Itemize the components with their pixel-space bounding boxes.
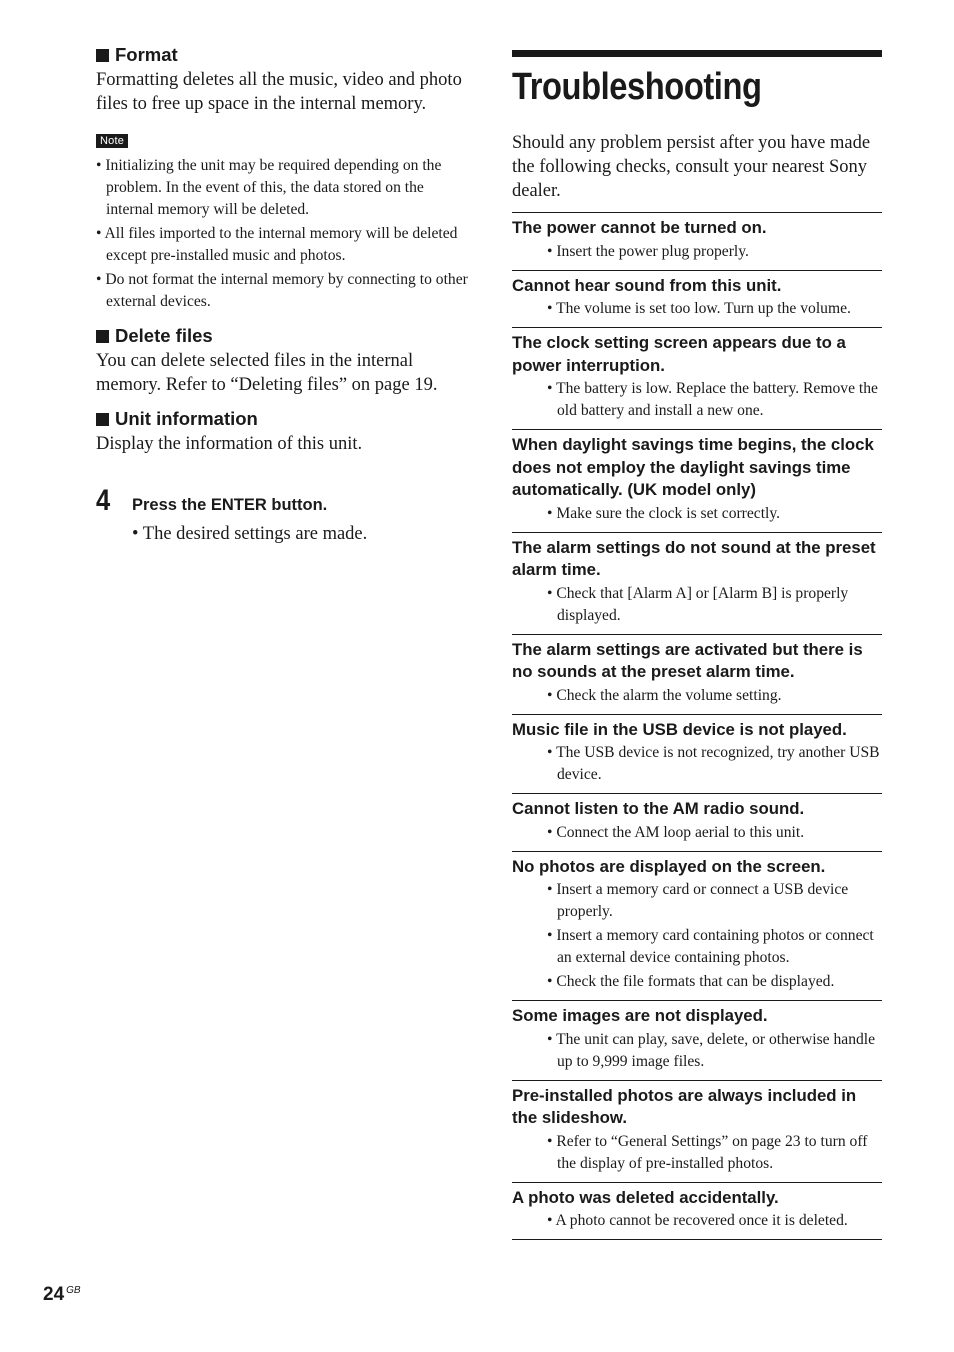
problem-heading: A photo was deleted accidentally.	[512, 1187, 779, 1207]
note-section	[96, 116, 468, 313]
square-bullet-icon	[96, 413, 109, 426]
intro-text: Should any problem persist after you have made the following checks, consult your nearest Sony dealer.	[512, 133, 871, 201]
step-text: Press the ENTER button.	[132, 496, 328, 514]
note-badge: Note	[96, 134, 128, 148]
troubleshooting-list	[512, 212, 882, 1240]
solution-item: • Connect the AM loop aerial to this unit.	[512, 822, 882, 844]
solution-item: • Make sure the clock is set correctly.	[512, 503, 882, 525]
page-number	[43, 1284, 81, 1306]
square-bullet-icon	[96, 49, 109, 62]
step-number: 4	[96, 484, 111, 517]
troubleshooting-item	[512, 430, 882, 533]
delete-files-heading: Delete files	[115, 325, 213, 346]
solution-item: • The unit can play, save, delete, or otherwise handle up to 9,999 image files.	[512, 1029, 882, 1073]
solution-item: • Insert the power plug properly.	[512, 241, 882, 263]
left-column	[96, 44, 468, 546]
page-suffix: GB	[66, 1284, 81, 1296]
title-rule	[512, 50, 882, 57]
problem-heading: The alarm settings are activated but there is no sounds at the preset alarm time.	[512, 639, 863, 681]
solution-item: • A photo cannot be recovered once it is deleted.	[512, 1210, 882, 1232]
note-item: • Do not format the internal memory by connecting to other external devices.	[96, 269, 468, 313]
problem-heading: Some images are not displayed.	[512, 1006, 768, 1025]
solution-item: • Check the file formats that can be displayed.	[512, 971, 882, 993]
troubleshooting-item	[512, 715, 882, 795]
note-list	[96, 155, 468, 313]
page-title: Troubleshooting	[512, 66, 762, 108]
troubleshooting-item	[512, 794, 882, 852]
unit-info-heading: Unit information	[115, 408, 258, 429]
solution-item: • The volume is set too low. Turn up the volume.	[512, 298, 882, 320]
problem-heading: Cannot hear sound from this unit.	[512, 275, 782, 295]
troubleshooting-item	[512, 328, 882, 430]
delete-files-body: You can delete selected files in the internal memory. Refer to “Deleting files” on page 19.	[96, 351, 438, 395]
problem-heading: The power cannot be turned on.	[512, 218, 767, 237]
troubleshooting-item	[512, 213, 882, 271]
format-heading: Format	[115, 44, 178, 65]
step-bullet: • The desired settings are made.	[132, 524, 368, 544]
format-section	[96, 44, 468, 116]
problem-heading: No photos are displayed on the screen.	[512, 856, 826, 876]
unit-info-section	[96, 408, 468, 456]
problem-heading: The alarm settings do not sound at the preset alarm time.	[512, 537, 876, 579]
problem-heading: Music file in the USB device is not played.	[512, 719, 847, 739]
page-number-value: 24	[43, 1284, 65, 1305]
troubleshooting-item	[512, 533, 882, 635]
solution-item: • Check the alarm the volume setting.	[512, 685, 882, 707]
solution-item: • Check that [Alarm A] or [Alarm B] is properly displayed.	[512, 583, 882, 627]
note-item: • Initializing the unit may be required depending on the problem. In the event of this, the data stored on the internal memory will be deleted.	[96, 155, 468, 221]
problem-heading: Pre-installed photos are always included in the slideshow.	[512, 1085, 857, 1127]
troubleshooting-item	[512, 635, 882, 715]
troubleshooting-item	[512, 1183, 882, 1241]
format-body: Formatting deletes all the music, video and photo files to free up space in the internal memory.	[96, 70, 462, 114]
troubleshooting-item	[512, 852, 882, 1002]
solution-item: • The battery is low. Replace the battery. Remove the old battery and install a new one.	[512, 378, 882, 422]
solution-item: • Insert a memory card containing photos or connect an external device containing photos.	[512, 925, 882, 969]
troubleshooting-item	[512, 1001, 882, 1081]
note-item: • All files imported to the internal memory will be deleted except pre-installed music and photos.	[96, 223, 468, 267]
problem-heading: When daylight savings time begins, the clock does not employ the daylight savings time automatically. (UK model only)	[512, 435, 874, 499]
troubleshooting-item	[512, 1081, 882, 1183]
delete-files-section	[96, 325, 468, 397]
square-bullet-icon	[96, 330, 109, 343]
solution-item: • The USB device is not recognized, try another USB device.	[512, 742, 882, 786]
step-4	[96, 486, 468, 516]
unit-info-body: Display the information of this unit.	[96, 434, 363, 454]
solution-item: • Insert a memory card or connect a USB device properly.	[512, 879, 882, 923]
problem-heading: Cannot listen to the AM radio sound.	[512, 799, 805, 818]
right-column	[512, 50, 882, 1240]
troubleshooting-item	[512, 271, 882, 329]
solution-item: • Refer to “General Settings” on page 23 to turn off the display of pre-installed photos.	[512, 1131, 882, 1175]
problem-heading: The clock setting screen appears due to a power interruption.	[512, 333, 846, 375]
